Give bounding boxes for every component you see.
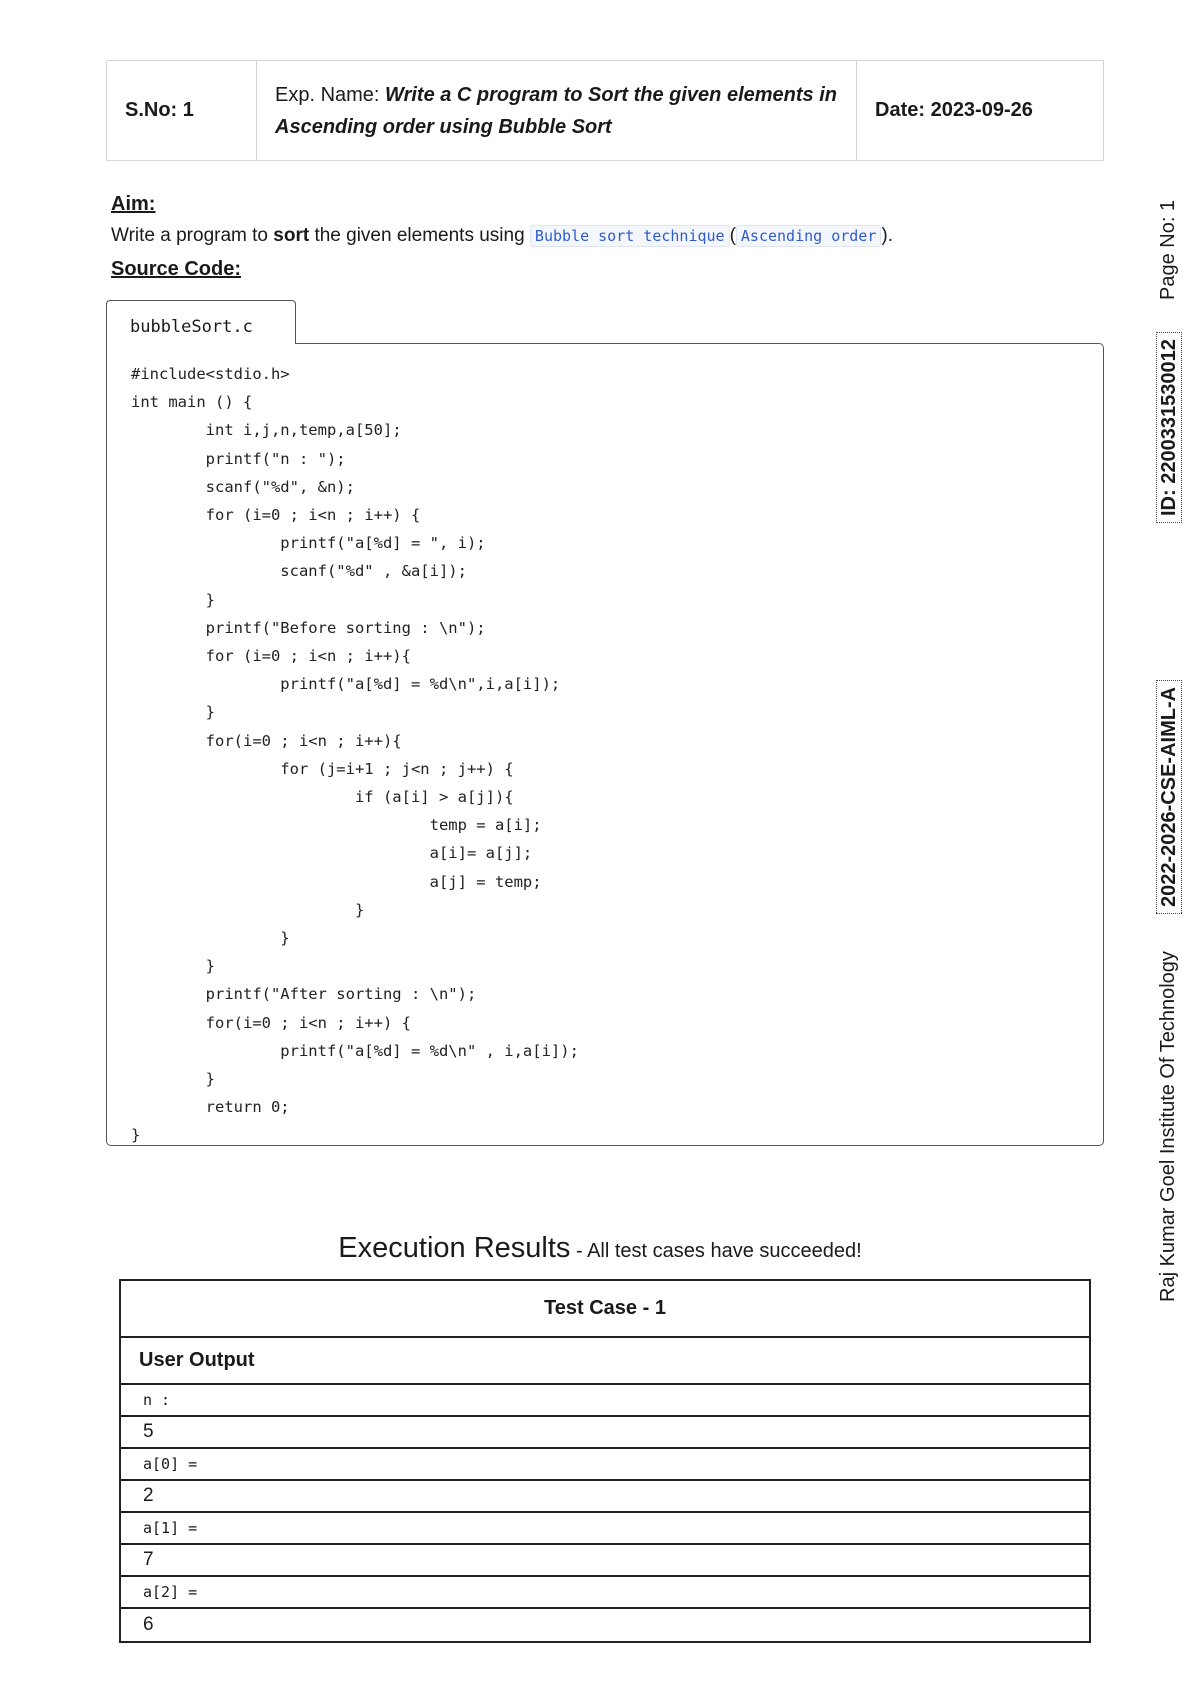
output-line: 7	[121, 1545, 1089, 1577]
bubble-sort-chip: Bubble sort technique	[530, 225, 730, 247]
aim-text-middle: the given elements using	[309, 225, 530, 246]
experiment-title: Write a C program to Sort the given elements in Ascending order using Bubble Sort	[275, 83, 837, 138]
output-line: a[1] =	[121, 1513, 1089, 1545]
output-line: 2	[121, 1481, 1089, 1513]
experiment-header	[106, 60, 1104, 161]
aim-paren-open: (	[729, 225, 736, 246]
experiment-date: Date: 2023-09-26	[875, 99, 1033, 121]
source-code-heading: Source Code:	[111, 258, 242, 280]
page-number: Page No: 1	[1157, 199, 1179, 300]
institute-name: Raj Kumar Goel Institute Of Technology	[1157, 951, 1179, 1302]
code-block	[106, 343, 1104, 1146]
execution-results-title	[0, 1232, 1200, 1265]
aim-text-bold: sort	[273, 225, 310, 246]
student-id: ID: 2200331530012	[1156, 332, 1182, 523]
serial-number: S.No: 1	[107, 61, 257, 160]
output-line: a[0] =	[121, 1449, 1089, 1481]
aim-text-prefix: Write a program to	[111, 225, 274, 246]
aim-text	[111, 225, 893, 247]
batch-label: 2022-2026-CSE-AIML-A	[1156, 680, 1182, 914]
user-output-label: User Output	[121, 1338, 1089, 1385]
test-case-header: Test Case - 1	[121, 1281, 1089, 1338]
output-line: 6	[143, 1614, 154, 1635]
ascending-order-chip: Ascending order	[736, 225, 881, 247]
file-tab[interactable]: bubbleSort.c	[106, 300, 296, 344]
execution-results-status: - All test cases have succeeded!	[570, 1240, 862, 1262]
output-line: 5	[121, 1417, 1089, 1449]
results-table	[119, 1279, 1091, 1643]
execution-results-heading: Execution Results	[338, 1232, 571, 1264]
aim-heading: Aim:	[111, 193, 156, 215]
output-line: n :	[121, 1385, 1089, 1417]
output-line: a[2] =	[121, 1577, 1089, 1609]
experiment-name-label: Exp. Name:	[275, 83, 386, 106]
aim-text-suffix: ).	[881, 225, 893, 246]
experiment-name	[257, 61, 857, 160]
source-code: #include<stdio.h> int main () { int i,j,n,temp,a[50]; printf("n : "); scanf("%d", &n); for (i=0 ; i<n ; i++) { printf("a[%d] = ", i); scanf("%d" , &a[i]); } printf("Before sorting : \n"); for (i=0 ; i<n ; i++){ printf("a[%d] = %d\n",i,a[i]); } for(i=0 ; i<n ; i++){ for (j=i+1 ; j<n ; j++) { if (a[i] > a[j]){ temp = a[i]; a[i]= a[j]; a[j] = temp; } } } printf("After sorting : \n"); for(i=0 ; i<n ; i++) { printf("a[%d] = %d\n" , i,a[i]); } return 0; }	[131, 365, 579, 1145]
